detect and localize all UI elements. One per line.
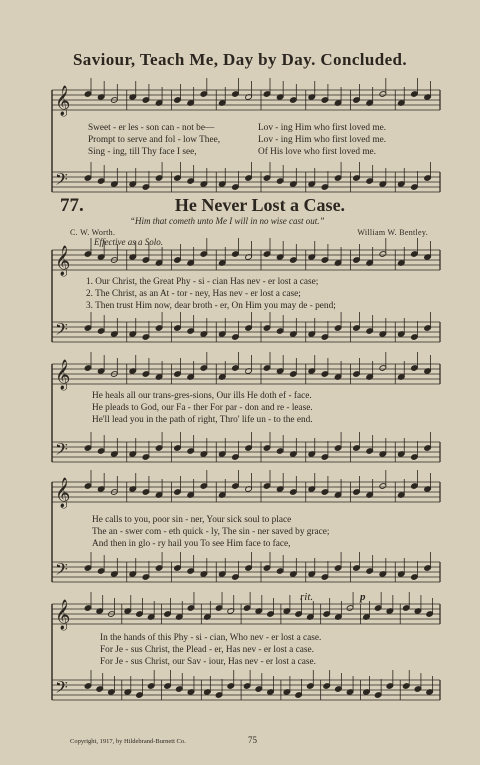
bass-clef-icon: 𝄢: [55, 677, 68, 701]
composer: William W. Bentley.: [357, 228, 428, 237]
lyric-line: He'll lead you in the path of right, Thro' life un - to the end.: [92, 415, 313, 425]
lyric-line: Prompt to serve and fol - low Thee,: [88, 135, 221, 145]
piano-marking: p: [360, 591, 366, 603]
rit-marking: rit.: [300, 591, 314, 603]
lyric-line: Sing - ing, till Thy face I see,: [88, 147, 197, 157]
hymn-number: 77.: [60, 195, 84, 216]
lyric-line: He calls to you, poor sin - ner, Your sick soul to place: [92, 515, 292, 525]
lyric-line: 2. The Christ, as an At - tor - ney, Has nev - er lost a case;: [86, 289, 301, 299]
lyric-line: For Je - sus Christ, our Sav - iour, Has nev - er lost a case.: [100, 657, 316, 667]
lyric-line: 1. Our Christ, the Great Phy - si - cian Has nev - er lost a case;: [86, 277, 319, 287]
page-title: Saviour, Teach Me, Day by Day. Concluded.: [72, 50, 408, 69]
treble-clef-icon: 𝄞: [55, 478, 71, 508]
lyric-line: Of His love who first loved me.: [258, 147, 376, 157]
bass-clef-icon: 𝄢: [55, 319, 68, 343]
hymn-title: He Never Lost a Case.: [174, 195, 346, 215]
treble-clef-icon: 𝄞: [55, 360, 71, 390]
lyric-line: Sweet - er les - son can - not be—: [88, 123, 215, 133]
bass-clef-icon: 𝄢: [55, 559, 68, 583]
lyric-line: The an - swer com - eth quick - ly, The sin - ner saved by grace;: [92, 527, 330, 537]
bass-clef-icon: 𝄢: [55, 439, 68, 463]
lyric-line: And then in glo - ry hail you To see Him face to face,: [92, 539, 291, 549]
lyric-line: In the hands of this Phy - si - cian, Who nev - er lost a case.: [100, 633, 322, 643]
lyric-line: He pleads to God, our Fa - ther For par - don and re - lease.: [92, 403, 313, 413]
tempo-marking: Effective as a Solo.: [94, 237, 163, 247]
lyric-line: Lov - ing Him who first loved me.: [258, 135, 387, 145]
treble-clef-icon: 𝄞: [55, 600, 71, 630]
treble-clef-icon: 𝄞: [55, 86, 71, 116]
bass-clef-icon: 𝄢: [55, 169, 68, 193]
copyright: Copyright, 1917, by Hildebrand-Burnett Co.: [70, 738, 186, 745]
lyric-line: He heals all our trans-gres-sions, Our ills He doth ef - face.: [92, 391, 312, 401]
lyric-line: Lov - ing Him who first loved me.: [258, 123, 387, 133]
page-number: 75: [248, 735, 257, 745]
epigraph: “Him that cometh unto Me I will in no wise cast out.”: [130, 216, 325, 226]
lyric-line: For Je - sus Christ, the Plead - er, Has nev - er lost a case.: [100, 645, 314, 655]
lyricist: C. W. Worth.: [70, 228, 116, 237]
lyric-line: 3. Then trust Him now, dear broth - er, On Him you may de - pend;: [86, 301, 336, 311]
treble-clef-icon: 𝄞: [55, 246, 71, 276]
